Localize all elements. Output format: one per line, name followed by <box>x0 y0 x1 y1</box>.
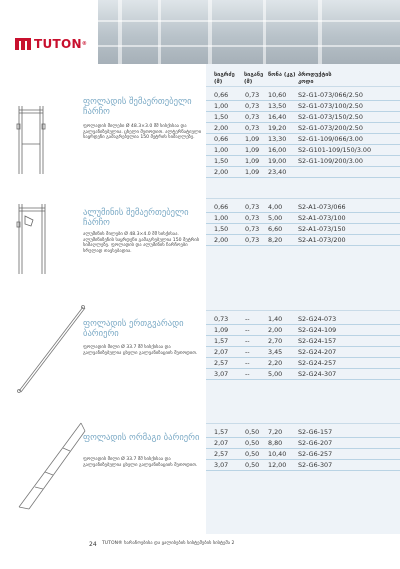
cell-length: 1,57 <box>214 337 229 345</box>
cell-width: -- <box>245 348 250 356</box>
column-header-length: სიგრძე (მ) <box>214 72 235 85</box>
column-header-code: პროდუქტის კოდი <box>298 72 332 85</box>
cell-length: 1,50 <box>214 113 229 121</box>
double-guardrail-icon <box>15 417 87 511</box>
cell-code: S2-A1-073/066 <box>298 203 346 211</box>
brand-name: TUTON <box>34 37 82 51</box>
brand-mark: ® <box>81 41 88 47</box>
cell-code: S2-G6-257 <box>298 450 333 458</box>
cell-width: 0,73 <box>245 124 260 132</box>
cell-width: 0,73 <box>245 214 260 222</box>
cell-width: 0,73 <box>245 113 260 121</box>
cell-width: 1,09 <box>245 157 260 165</box>
cell-code: S2-A1-073/150 <box>298 225 346 233</box>
cell-width: 0,50 <box>245 461 260 469</box>
cell-length: 1,50 <box>214 225 229 233</box>
cell-weight: 5,00 <box>268 214 283 222</box>
cell-weight: 10,60 <box>268 91 287 99</box>
cell-code: S2-G1-109/200/3.00 <box>298 157 363 165</box>
cell-weight: 19,00 <box>268 157 287 165</box>
table-row <box>206 459 400 471</box>
cell-width: 0,50 <box>245 439 260 447</box>
cell-code: S2-A1-073/100 <box>298 214 346 222</box>
cell-width: -- <box>245 326 250 334</box>
cell-length: 3,07 <box>214 461 229 469</box>
cell-weight: 10,40 <box>268 450 287 458</box>
cell-length: 2,07 <box>214 348 229 356</box>
cell-width: -- <box>245 359 250 367</box>
cell-width: -- <box>245 337 250 345</box>
cell-weight: 13,30 <box>268 135 287 143</box>
brand-logo <box>15 37 87 51</box>
table-row <box>206 234 400 246</box>
section-title: ფოლადის ორმაგი ბარიერი <box>83 433 200 443</box>
cell-weight: 7,20 <box>268 428 283 436</box>
cell-code: S2-G1-073/150/2.50 <box>298 113 363 121</box>
cell-length: 1,09 <box>214 326 229 334</box>
cell-length: 0,66 <box>214 203 229 211</box>
cell-length: 1,50 <box>214 157 229 165</box>
cell-width: 1,09 <box>245 168 260 176</box>
section-separator <box>206 310 400 311</box>
cell-weight: 8,80 <box>268 439 283 447</box>
cell-length: 3,07 <box>214 370 229 378</box>
cell-length: 2,00 <box>214 124 229 132</box>
section-description: ფოლადის მილი Ø 33.7 მმ სისქისაა და გალვანიზებულია ცხელი გალვანიზაციის მეთოდით. <box>83 457 198 468</box>
cell-weight: 12,00 <box>268 461 287 469</box>
cell-code: S2-G24-207 <box>298 348 337 356</box>
cell-code: S2-G1-073/200/2.50 <box>298 124 363 132</box>
steel-frame-icon <box>15 104 47 176</box>
cell-code: S2-G6-157 <box>298 428 333 436</box>
cell-width: 0,73 <box>245 225 260 233</box>
cell-length: 1,57 <box>214 428 229 436</box>
cell-length: 2,00 <box>214 236 229 244</box>
cell-code: S2-G24-109 <box>298 326 337 334</box>
cell-weight: 16,40 <box>268 113 287 121</box>
tuton-logo-icon <box>15 38 31 50</box>
cell-code: S2-G1-073/100/2.50 <box>298 102 363 110</box>
cell-width: 1,09 <box>245 135 260 143</box>
section-separator <box>206 198 400 199</box>
cell-weight: 13,50 <box>268 102 287 110</box>
cell-code: S2-G24-157 <box>298 337 337 345</box>
cell-length: 2,00 <box>214 168 229 176</box>
cell-code: S2-G6-307 <box>298 461 333 469</box>
cell-width: 0,50 <box>245 428 260 436</box>
cell-code: S2-G6-207 <box>298 439 333 447</box>
cell-length: 0,66 <box>214 91 229 99</box>
cell-width: -- <box>245 370 250 378</box>
cell-weight: 5,00 <box>268 370 283 378</box>
cell-weight: 4,00 <box>268 203 283 211</box>
cell-weight: 2,70 <box>268 337 283 345</box>
section-title: ალუმინის შემაერთებელი ჩარჩო <box>83 208 189 228</box>
table-row <box>206 368 400 380</box>
cell-code: S2-G24-257 <box>298 359 337 367</box>
header-photo <box>98 0 400 64</box>
cell-weight: 3,45 <box>268 348 283 356</box>
section-description: ფოლადის მილები Ø 48.3×3.0 მმ სისქისაა და გალვანიზებულია. ცხელი მეთოდით. ალტერნატიული საყრდენი გამაგრებულია 150 მეტრის სიმაღლეზე. <box>83 124 202 141</box>
cell-code: S2-G101-109/150/3.00 <box>298 146 372 154</box>
cell-width: 0,73 <box>245 102 260 110</box>
section-separator <box>206 423 400 424</box>
cell-length: 2,07 <box>214 439 229 447</box>
cell-code: S2-G24-073 <box>298 315 337 323</box>
cell-weight: 23,40 <box>268 168 287 176</box>
section-title: ფოლადის შემაერთებელი ჩარჩო <box>83 97 192 117</box>
cell-code: S2-G1-109/066/3.00 <box>298 135 363 143</box>
cell-code: S2-G24-307 <box>298 370 337 378</box>
footer-text: TUTON® ხარაჩოებისა და ყალიბების სისტემების სისტემა 2 <box>102 541 235 546</box>
cell-weight: 1,40 <box>268 315 283 323</box>
cell-length: 0,66 <box>214 135 229 143</box>
cell-width: 0,50 <box>245 450 260 458</box>
section-description: ფოლადის მილი Ø 33.7 მმ სისქისაა და გალვანიზებულია ცხელი გალვანიზაციის მეთოდით. <box>83 345 198 356</box>
cell-width: 1,09 <box>245 146 260 154</box>
cell-length: 0,73 <box>214 315 229 323</box>
cell-weight: 2,00 <box>268 326 283 334</box>
cell-width: 0,73 <box>245 236 260 244</box>
cell-weight: 16,00 <box>268 146 287 154</box>
single-guardrail-icon <box>15 303 87 395</box>
cell-weight: 2,20 <box>268 359 283 367</box>
section-separator <box>206 86 400 87</box>
table-row <box>206 166 400 178</box>
cell-weight: 8,20 <box>268 236 283 244</box>
cell-width: 0,73 <box>245 91 260 99</box>
cell-length: 2,57 <box>214 359 229 367</box>
cell-length: 1,00 <box>214 214 229 222</box>
section-description: ალუმინის მილები Ø 48.3×4.0 მმ სისქისაა. ალუმინიზენის საყრდენი გამაგრებულია 150 მეტრის სიმაღლეზე. ფოლადის და ალუმინის ჩარჩოები სრულად თავსებადია. <box>83 232 200 255</box>
cell-width: -- <box>245 315 250 323</box>
cell-code: S2-A1-073/200 <box>298 236 346 244</box>
cell-weight: 19,20 <box>268 124 287 132</box>
column-header-width: სიგანე (მ) <box>244 72 264 85</box>
cell-weight: 6,60 <box>268 225 283 233</box>
cell-code: S2-G1-073/066/2.50 <box>298 91 363 99</box>
cell-length: 2,57 <box>214 450 229 458</box>
cell-length: 1,00 <box>214 146 229 154</box>
section-title: ფოლადის ერთგვარადი ბარიერი <box>83 319 184 339</box>
aluminium-frame-icon <box>15 202 49 276</box>
page-number: 24 <box>89 541 97 548</box>
cell-width: 0,73 <box>245 203 260 211</box>
column-header-weight: წონა (კგ) <box>268 72 296 78</box>
cell-length: 1,00 <box>214 102 229 110</box>
